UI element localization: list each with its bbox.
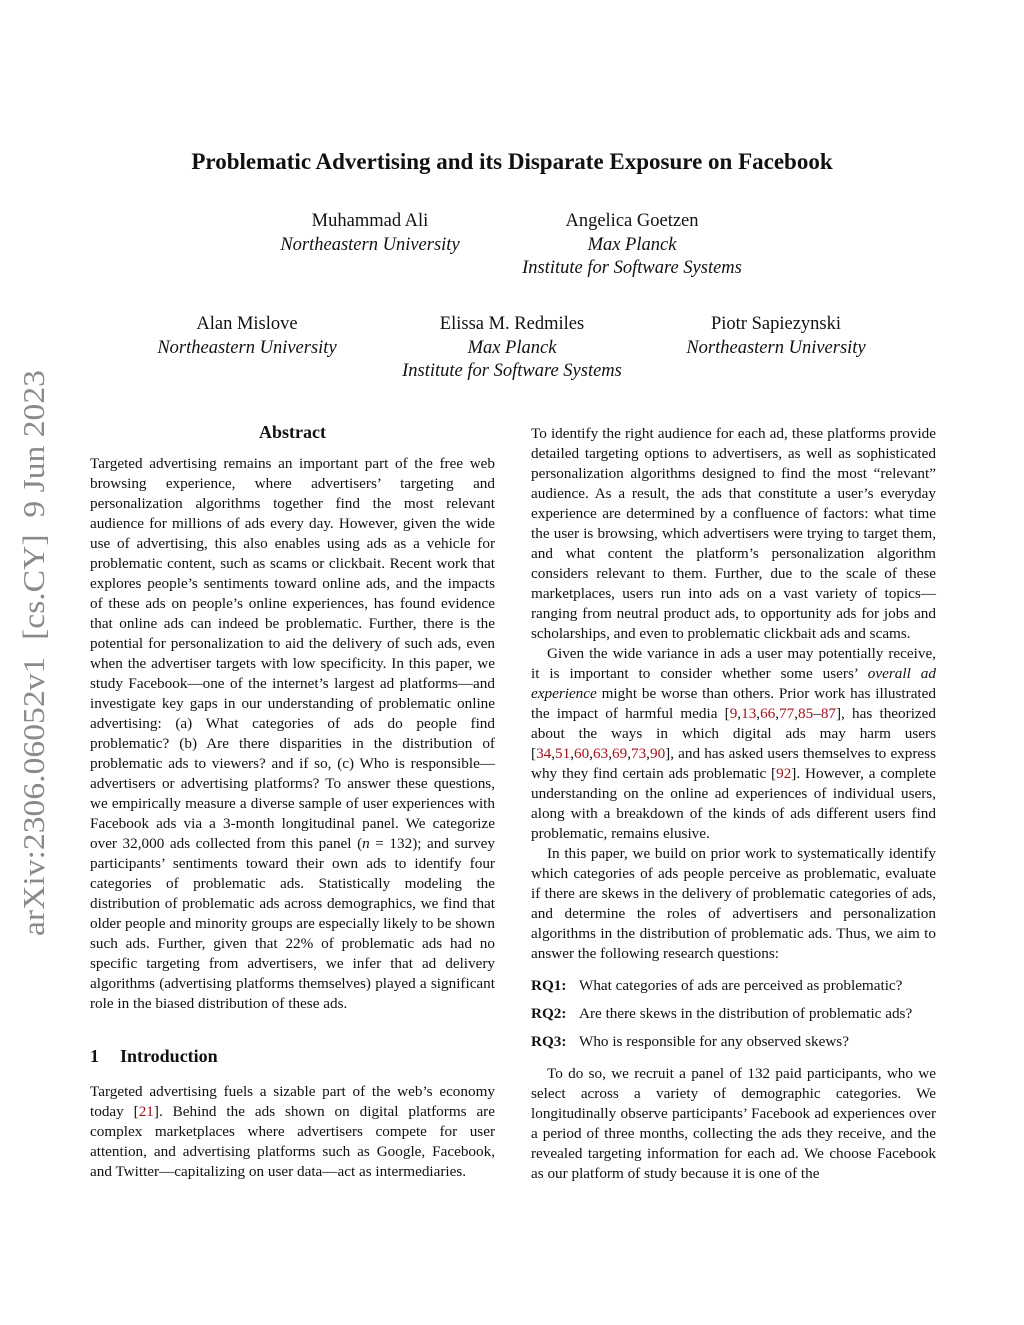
abstract-text-cont: = 132); and survey participants’ sentiments toward their own ads to identify four categories of problematic ads. Statistically modeling the distribution of problematic ads across demographics, we find that older people and minority groups are especially likely to be shown such ads. Further, given that 22% of problematic ads had no specific targeting from advertisers, we infer that ad delivery algorithms (advertising platforms themselves) played a significant role in the biased distribution of these ads.	[90, 835, 496, 1012]
citation-link[interactable]: 77	[779, 705, 795, 722]
research-question	[531, 1032, 936, 1052]
text: Given the wide variance in ads a user may potentially receive, it is important to consider whether some users’	[531, 645, 936, 682]
author-name: Muhammad Ali	[311, 211, 429, 231]
author-name: Piotr Sapiezynski	[710, 314, 841, 334]
author-affiliation: Northeastern University	[686, 337, 866, 358]
body-paragraph-1: To identify the right audience for each ad, these platforms provide detailed targeting options to advertisers, as well as sophisticated personalization algorithms designed to find the most “relevant” audience. As a result, the ads that constitute a user’s everyday experience are determined by a confluence of factors: what time the user is browsing, which advertisers were trying to target them, and what content the platform’s personalization algorithm considers relevant to them. Further, due to the scale of these marketplaces, users run into ads on a vast variety of topics—ranging from neutral product ads, to opportunity ads for jobs and scholarships, and even to problematic clickbait ads and scams.	[531, 425, 936, 642]
rq-text: Who is responsible for any observed skews?	[579, 1033, 849, 1050]
rq-label: RQ3:	[531, 1033, 567, 1050]
author-affiliation-line2: Institute for Software Systems	[402, 361, 622, 381]
citation-link[interactable]: 90	[649, 745, 666, 762]
citation-link[interactable]: 51	[555, 745, 571, 762]
citation-link[interactable]: 66	[760, 705, 776, 722]
author-name: Alan Mislove	[196, 314, 298, 334]
abstract-text: Targeted advertising remains an important part of the free web browsing experience, where advertisers’ targeting and personalization algorithms together find the most relevant audience for millions of ads every day. However, given the wide use of advertising, this also enables using ads as a vehicle for problematic content, such as scams or clickbait. Recent work that explores people’s sentiments toward online ads, and the impacts of these ads on people’s online experiences, has found evidence that online ads can indeed be problematic. Further, there is the potential for personalization to aid the delivery of such ads, even when the advertiser targets with low specificity. In this paper, we study Facebook—one of the internet’s largest ad platforms—and investigate key gaps in our understanding of problematic online advertising: (a) What categories of ads do people find problematic? (b) Are there disparities in the distribution of problematic ads to viewers? and if so, (c) Who is responsible—advertisers or advertising platforms? To answer these questions, we empirically measure a diverse sample of user experiences with Facebook ads via a 3-month longitudinal panel. We categorize over 32,000 ads collected from this panel (	[90, 455, 495, 852]
citation-link[interactable]: 87	[820, 705, 837, 722]
research-questions	[531, 976, 936, 1052]
author-affiliation: Northeastern University	[157, 337, 337, 358]
body-paragraph-4: To do so, we recruit a panel of 132 paid participants, who we select across a variety of demographic categories. We longitudinally observe participants’ Facebook ad experiences over a period of three months, collecting the ads they receive, and the revealed targeting information for each ad. We choose Facebook as our platform of study because it is one of the	[531, 1065, 936, 1182]
citation-link[interactable]: 92	[776, 765, 792, 782]
author-name: Angelica Goetzen	[565, 211, 699, 231]
intro-text-cont: ]. Behind the ads shown on digital platforms are complex marketplaces where advertisers compete for user attention, and advertising platforms such as Google, Facebook, and Twitter—capitalizing on user data—act as intermediaries.	[90, 1103, 495, 1180]
rq-label: RQ2:	[531, 1005, 567, 1022]
intro-paragraph	[90, 1082, 495, 1182]
abstract-paragraph	[90, 454, 495, 1014]
arxiv-stamp-text: arXiv:2306.06052v1 [cs.CY] 9 Jun 2023	[16, 414, 51, 936]
section-title: Introduction	[120, 1046, 218, 1066]
citation-link[interactable]: 63	[593, 745, 609, 762]
citation-link[interactable]: 13	[741, 705, 757, 722]
rq-text: What categories of ads are perceived as problematic?	[579, 977, 903, 994]
author-block-5	[611, 313, 941, 360]
author-affiliation-line2: Institute for Software Systems	[522, 258, 742, 278]
citation-link[interactable]: 21	[138, 1103, 154, 1120]
research-question	[531, 976, 936, 996]
section-number: 1	[90, 1046, 99, 1066]
emphasis: overall ad experience	[531, 665, 936, 702]
right-column	[531, 424, 936, 1184]
citation-link[interactable]: 60	[574, 745, 590, 762]
author-block-2	[467, 210, 797, 281]
research-question	[531, 1004, 936, 1024]
author-affiliation: Max Planck	[587, 234, 677, 255]
abstract-heading: Abstract	[259, 422, 326, 442]
text: ], and has asked users themselves to express why they find certain ads problematic [	[531, 745, 936, 782]
math-n: n	[362, 835, 370, 852]
citation-link[interactable]: 73	[630, 745, 647, 762]
paper-title: Problematic Advertising and its Disparate Exposure on Facebook	[191, 149, 833, 174]
arxiv-stamp	[8, 366, 54, 940]
left-column	[90, 420, 495, 1182]
citation-link[interactable]: 69	[612, 745, 628, 762]
citation-link[interactable]: 9	[729, 705, 738, 722]
rq-label: RQ1:	[531, 977, 567, 994]
rq-text: Are there skews in the distribution of problematic ads?	[579, 1005, 913, 1022]
citation-link[interactable]: 34	[536, 745, 552, 762]
body-paragraph-3: In this paper, we build on prior work to systematically identify which categories of ads people perceive as problematic, evaluate if there are skews in the delivery of problematic categories of ads, and determine the roles of advertisers and personalization algorithms in the distribution of problematic ads. Thus, we aim to answer the following research questions:	[531, 845, 936, 962]
intro-text: Targeted advertising fuels a sizable part of the web’s economy today [	[90, 1083, 495, 1120]
text: ]. However, a complete understanding on the online ad experiences of individual users, along with a breakdown of the kinds of ads different users find problematic, remains elusive.	[531, 765, 936, 842]
body-paragraph-2: Given the wide variance in ads a user may potentially receive, it is important to consider whether some users’ overall ad experience might be worse than others. Prior work has illustrated the impact of harmful media [9,13,66,77,85–87], has theorized about the ways in which digital ads may harm users [34,51,60,63,69,73,90], and has asked users themselves to express why they find certain ads problematic [92]. However, a complete understanding on the online ad experiences of individual users, along with a breakdown of the kinds of ads different users find problematic, remains elusive.	[531, 645, 936, 842]
section-heading-introduction	[90, 1044, 495, 1068]
author-affiliation: Northeastern University	[280, 234, 460, 255]
text: ], has theorized about the ways in which digital ads may harm users [	[531, 705, 936, 762]
author-affiliation: Max Planck	[467, 337, 557, 358]
text: might be worse than others. Prior work has illustrated the impact of harmful media [	[531, 685, 936, 722]
author-name: Elissa M. Redmiles	[439, 314, 585, 334]
citation-link[interactable]: 85	[798, 705, 814, 722]
